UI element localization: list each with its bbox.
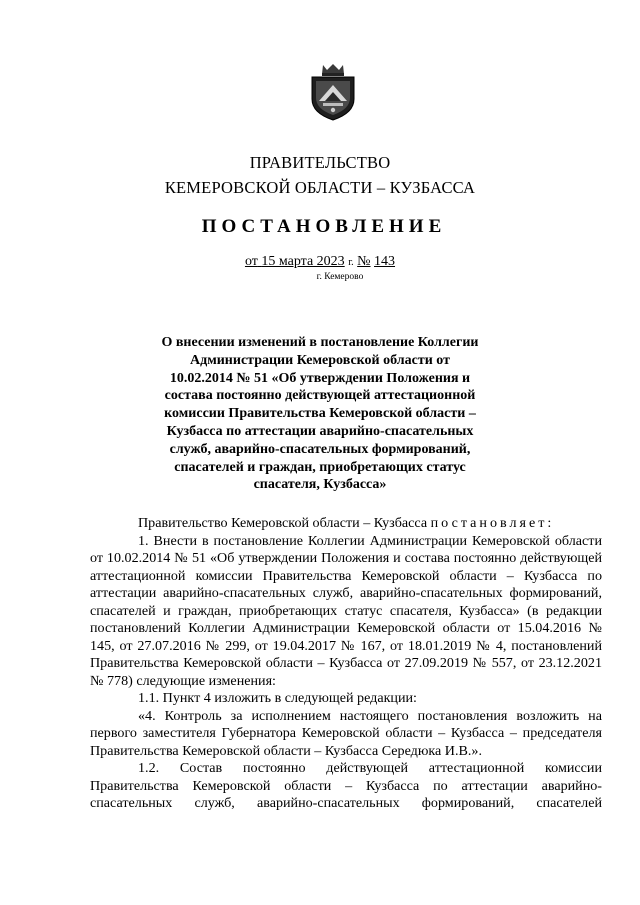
date-prefix: от (244, 254, 258, 269)
intro-resolves: постановляет: (430, 515, 555, 531)
government-name-line1: ПРАВИТЕЛЬСТВО (249, 153, 391, 172)
paragraph-1: 1. Внести в постановление Коллегии Администрации Кемеровской области от 10.02.2014 № 51 «Об утверждении Положения и состава постоянно действующей аттестационной комиссии Правительства Кемеровской области – Кузбасса по аттестации аварийно-спасательных служб, аварийно-спасательных формирований, спасателей и граждан, приобретающих статус спасателя, Кузбасса» (в редакции постановлений Коллегии Администрации Кемеровской области от 15.04.2016 № 145, от 27.07.2016 № 299, от 19.04.2017 № 167, от 18.01.2019 № 4, постановлений Правительства Кемеровской области – Кузбасса от 27.09.2019 № 557, от 23.12.2021 № 778) следующие изменения: (90, 532, 602, 689)
paragraph-1-2: 1.2. Состав постоянно действующей аттестационной комиссии Правительства Кемеровской области – Кузбасса по аттестации аварийно-спасательных служб, аварийно-спасательных формирований, спасателей (90, 760, 602, 811)
document-date: 15 марта 2023 (261, 254, 345, 269)
intro-text: Правительство Кемеровской области – Кузбасса (138, 515, 428, 531)
document-date-line (0, 254, 640, 270)
paragraph-1-1-quote: «4. Контроль за исполнением настоящего постановления возложить на первого заместителя Губернатора Кемеровской области – Кузбасса – председателя Правительства Кемеровской области – Кузбасса Середюка И.В.». (90, 707, 602, 759)
year-abbr: г. (348, 257, 354, 268)
intro-paragraph (90, 515, 602, 533)
document-city: г. Кемерово (316, 272, 364, 282)
kuzbass-coat-of-arms-icon (309, 63, 357, 121)
document-body (90, 515, 602, 813)
document-number: 143 (374, 254, 396, 269)
paragraph-1-1: 1.1. Пункт 4 изложить в следующей редакции: (138, 690, 417, 706)
document-type-title: ПОСТАНОВЛЕНИЕ (201, 216, 447, 237)
document-subject: О внесении изменений в постановление Коллегии Администрации Кемеровской области от 10.02.2014 № 51 «Об утверждении Положения и состава постоянно действующей аттестационной комиссии Правительства Кемеровской области – Кузбасса по аттестации аварийно-спасательных служб, аварийно-спасательных формирований, спасателей и граждан, приобретающих статус спасателя, Кузбасса» (161, 335, 479, 493)
number-sign: № (357, 254, 371, 269)
government-name-line2: КЕМЕРОВСКОЙ ОБЛАСТИ – КУЗБАССА (164, 178, 476, 197)
